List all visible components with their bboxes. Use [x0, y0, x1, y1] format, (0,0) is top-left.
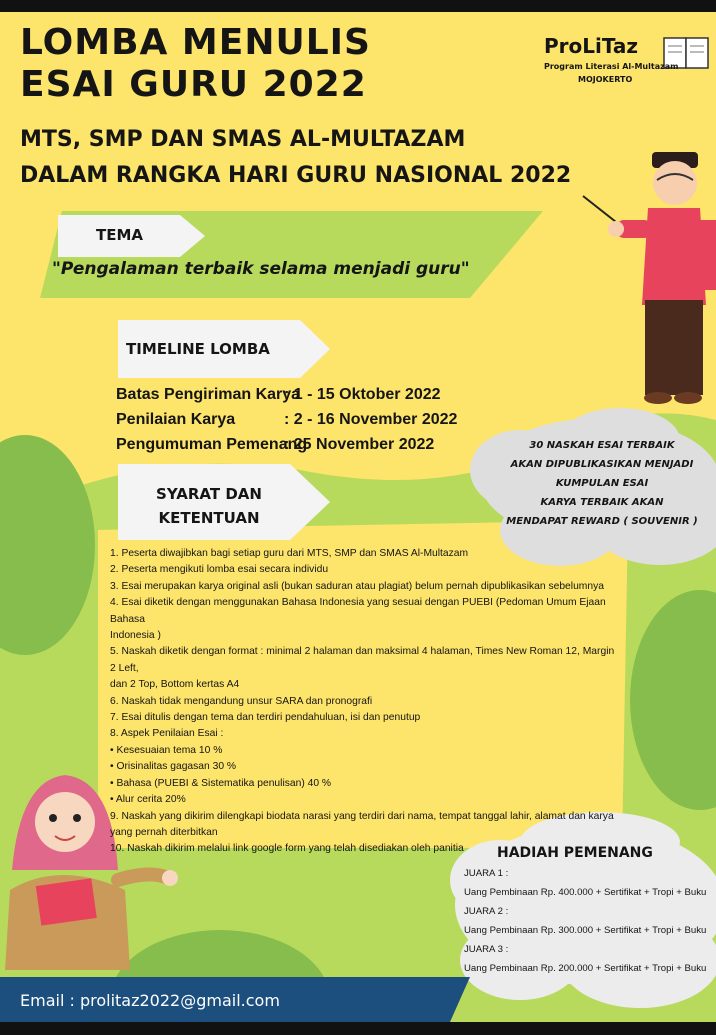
requirement-line: • Orisinalitas gagasan 30 %: [110, 761, 237, 773]
requirement-line: 5. Naskah diketik dengan format : minimal 2 halaman dan maksimal 4 halaman, Times New Roman 12, Margin 2 Left,: [110, 646, 615, 674]
hadiah-label: HADIAH PEMENANG: [497, 845, 653, 861]
requirement-line: 8. Aspek Penilaian Esai :: [110, 728, 224, 740]
logo-name: ProLiTaz: [544, 34, 639, 58]
requirement-line: 7. Esai ditulis dengan tema dan terdiri pendahuluan, isi dan penutup: [110, 712, 421, 724]
cloud-line-5: MENDAPAT REWARD ( SOUVENIR ): [506, 516, 698, 527]
requirement-line: 4. Esai diketik dengan menggunakan Bahasa Indonesia yang sesuai dengan PUEBI (Pedoman Umum Ejaan Bahasa: [110, 597, 606, 625]
timeline-row-1-value: : 1 - 15 Oktober 2022: [284, 386, 441, 403]
requirement-line: dan 2 Top, Bottom kertas A4: [110, 679, 240, 691]
title-line-1: LOMBA MENULIS: [20, 22, 371, 63]
timeline-row-3-value: : 25 November 2022: [284, 436, 435, 453]
timeline-row-3-name: Pengumuman Pemenang: [116, 436, 308, 453]
prize-line: Uang Pembinaan Rp. 400.000 + Sertifikat + Tropi + Buku: [464, 887, 707, 898]
contact-email: Email : prolitaz2022@gmail.com: [20, 991, 280, 1010]
cloud-line-3: KUMPULAN ESAI: [555, 478, 649, 489]
theme-text: "Pengalaman terbaik selama menjadi guru": [52, 259, 470, 279]
cloud-line-2: AKAN DIPUBLIKASIKAN MENJADI: [510, 459, 694, 470]
requirement-line: • Bahasa (PUEBI & Sistematika penulisan) 40 %: [110, 777, 332, 789]
timeline-row-2-name: Penilaian Karya: [116, 411, 236, 428]
requirement-line: 2. Peserta mengikuti lomba esai secara individu: [110, 564, 329, 576]
male-teacher-illustration: [583, 152, 716, 404]
subtitle: [20, 122, 571, 194]
prize-line: Uang Pembinaan Rp. 200.000 + Sertifikat + Tropi + Buku: [464, 963, 707, 974]
subtitle-line-1: MTS, SMP DAN SMAS AL-MULTAZAM: [20, 127, 466, 152]
syarat-label: [150, 482, 268, 530]
tema-label: TEMA: [96, 226, 144, 244]
prize-line: JUARA 2 :: [464, 906, 509, 917]
requirement-line: yang pernah diterbitkan: [110, 826, 218, 838]
logo-subtitle: Program Literasi Al-Multazam: [544, 62, 679, 71]
prize-list: [464, 864, 714, 978]
bottom-border: [0, 1022, 716, 1035]
requirement-line: 1. Peserta diwajibkan bagi setiap guru dari MTS, SMP dan SMAS Al-Multazam: [110, 548, 469, 559]
cloud-line-1: 30 NASKAH ESAI TERBAIK: [529, 440, 675, 451]
requirement-line: Indonesia ): [110, 630, 161, 642]
subtitle-line-2: DALAM RANGKA HARI GURU NASIONAL 2022: [20, 163, 572, 188]
top-border: [0, 0, 716, 12]
prize-line: JUARA 3 :: [464, 944, 509, 955]
prize-line: JUARA 1 :: [464, 868, 509, 879]
main-title: [20, 22, 371, 106]
requirement-line: • Alur cerita 20%: [110, 794, 186, 806]
prize-line: Uang Pembinaan Rp. 300.000 + Sertifikat + Tropi + Buku: [464, 925, 707, 936]
timeline-label: TIMELINE LOMBA: [126, 340, 270, 358]
syarat-label-line-2: KETENTUAN: [158, 509, 260, 527]
cloud-line-4: KARYA TERBAIK AKAN: [540, 497, 664, 508]
requirements-list: [110, 546, 620, 858]
logo-city: MOJOKERTO: [578, 75, 633, 84]
timeline-row-2-value: : 2 - 16 November 2022: [284, 411, 458, 428]
requirement-line: 9. Naskah yang dikirim dilengkapi biodata narasi yang terdiri dari nama, tempat tanggal lahir, alamat dan karya: [110, 810, 614, 822]
requirement-line: 3. Esai merupakan karya original asli (bukan saduran atau plagiat) belum pernah dipublikasikan sebelumnya: [110, 580, 604, 592]
requirement-line: 6. Naskah tidak mengandung unsur SARA dan pronografi: [110, 695, 373, 707]
syarat-label-line-1: SYARAT DAN: [156, 485, 262, 503]
title-line-2: ESAI GURU 2022: [20, 64, 367, 105]
publication-note: [492, 436, 712, 531]
requirement-line: 10. Naskah dikirim melalui link google form yang telah disediakan oleh panitia: [110, 843, 464, 855]
requirement-line: • Kesesuaian tema 10 %: [110, 744, 223, 756]
timeline-row-1-name: Batas Pengiriman Karya: [116, 386, 301, 403]
